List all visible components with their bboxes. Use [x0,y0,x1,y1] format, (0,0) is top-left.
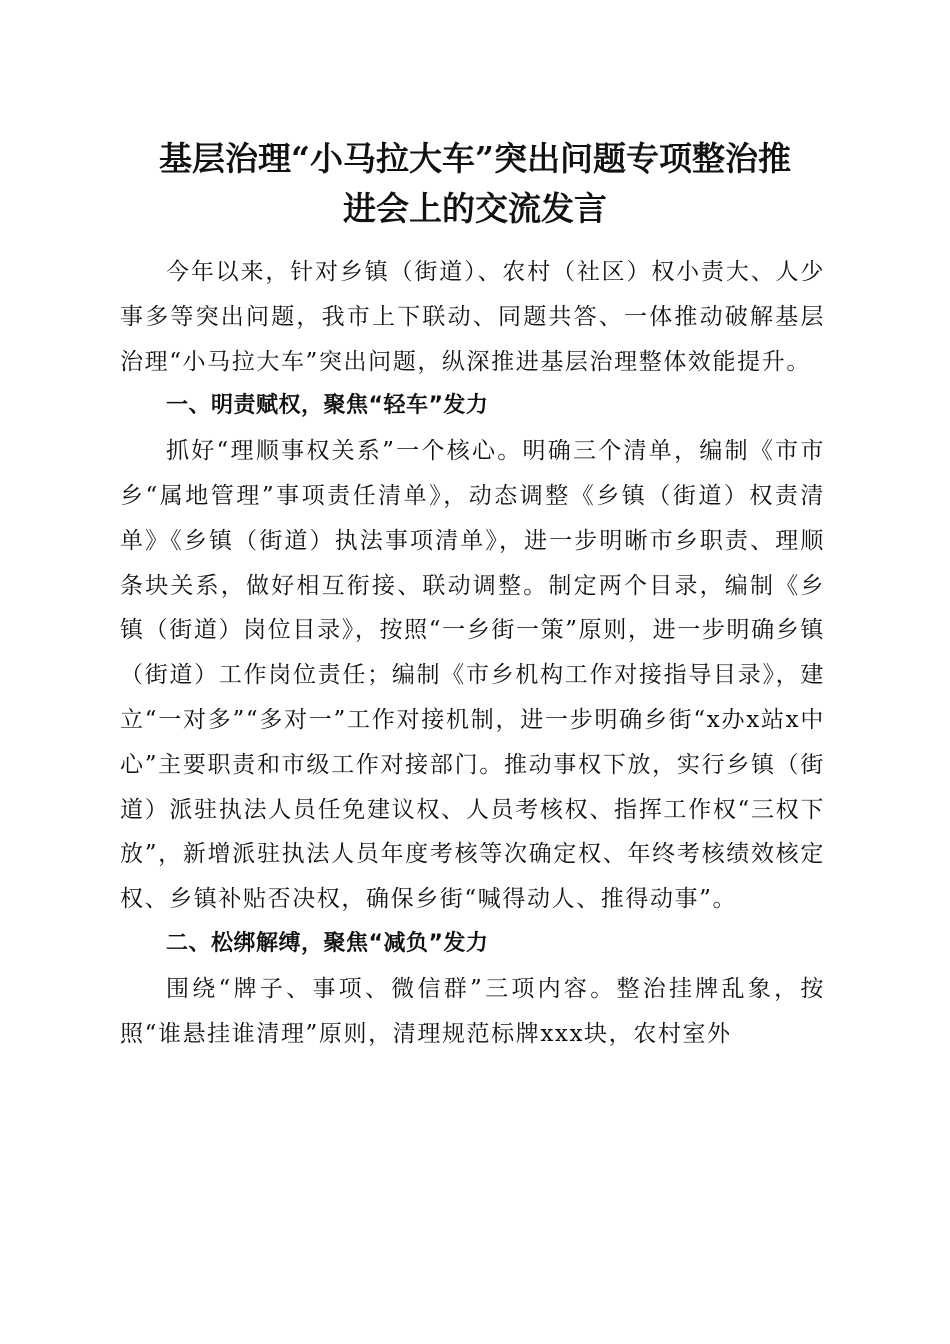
section-1-heading: 一、明责赋权，聚焦“轻车”发力 [166,393,489,419]
section-1-paragraph: 抓好“理顺事权关系”一个核心。明确三个清单，编制《市市乡“属地管理”事项责任清单》，动态调整《乡镇（街道）权责清单》《乡镇（街道）执法事项清单》，进一步明晰市乡职责、理顺条块关系，做好相互衔接、联动调整。制定两个目录，编制《乡镇（街道）岗位目录》，按照“一乡街一策”原则，进一步明确乡镇（街道）工作岗位责任；编制《市乡机构工作对接指导目录》，建立“一对多”“多对一”工作对接机制，进一步明确乡街“x办x站x中心”主要职责和市级工作对接部门。推动事权下放，实行乡镇（街道）派驻执法人员任免建议权、人员考核权、指挥工作权“三权下放”，新增派驻执法人员年度考核等次确定权、年终考核绩效核定权、乡镇补贴否决权，确保乡街“喊得动人、推得动事”。 [120,438,825,913]
intro-paragraph: 今年以来，针对乡镇（街道）、农村（社区）权小责大、人少事多等突出问题，我市上下联动、同题共答、一体推动破解基层治理“小马拉大车”突出问题，纵深推进基层治理整体效能提升。 [120,259,825,375]
title-line-1: 基层治理“小马拉大车”突出问题专项整治推 [159,139,791,178]
section-2-heading: 二、松绑解缚，聚焦“减负”发力 [166,930,489,956]
title-line-2: 进会上的交流发言 [343,189,607,228]
document-body [120,250,825,1056]
section-2-paragraph: 围绕“牌子、事项、微信群”三项内容。整治挂牌乱象，按照“谁悬挂谁清理”原则，清理规范标牌xxx块，农村室外 [120,975,825,1047]
document-title [110,134,840,234]
